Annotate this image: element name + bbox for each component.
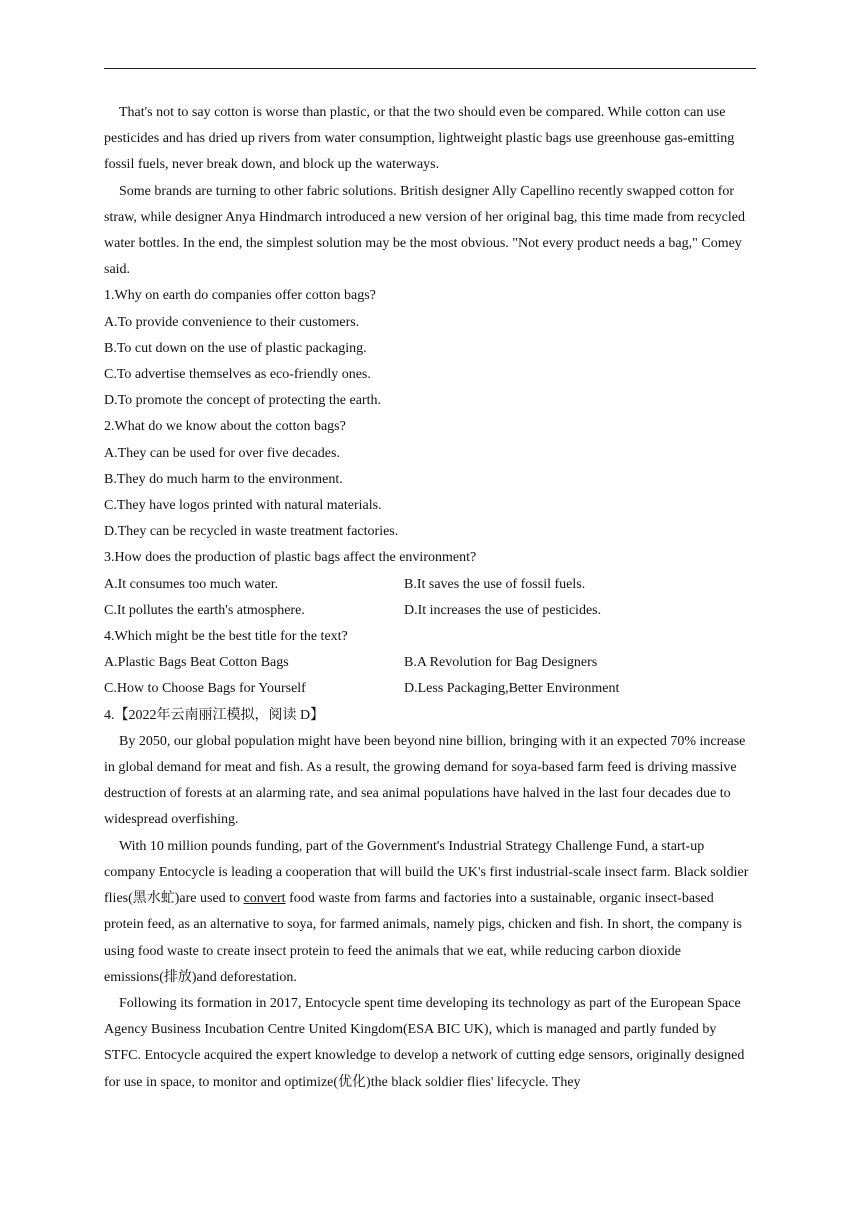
option: C.How to Choose Bags for Yourself [104, 681, 306, 697]
passage-paragraph: Some brands are turning to other fabric solutions. British designer Ally Capellino recently swapped cotton for straw, while designer Anya Hindmarch introduced a new version of her original bag, this time made from recycled water bottles. In the end, the simplest solution may be the most obvious. "Not every product needs a bag," Comey said. [104, 183, 745, 278]
option: B.They do much harm to the environment. [104, 471, 343, 487]
passage-paragraph [104, 834, 756, 991]
option-row [104, 572, 756, 598]
option: A.They can be used for over five decades. [104, 445, 340, 461]
option: D.Less Packaging,Better Environment [404, 681, 620, 697]
passage-paragraph: That's not to say cotton is worse than plastic, or that the two should even be compared. While cotton can use pesticides and has dried up rivers from water consumption, lightweight plastic bags use greenhouse gas-emitting fossil fuels, never break down, and block up the waterways. [104, 105, 735, 173]
option: C.It pollutes the earth's atmosphere. [104, 602, 305, 618]
document-body [104, 100, 756, 1096]
option: D.To promote the concept of protecting the earth. [104, 393, 381, 409]
option: B.To cut down on the use of plastic packaging. [104, 340, 367, 356]
option: A.It consumes too much water. [104, 576, 279, 592]
option-row [104, 650, 756, 676]
option: D.They can be recycled in waste treatment factories. [104, 524, 399, 540]
passage-text: With 10 million pounds funding, part of the Government's Industrial Strategy Challenge Fund, a start-up company Entocycle is leading a cooperation that will build the UK's first industrial-scale insect farm. Black soldier flies(黑水虻)are used to [104, 838, 749, 907]
option-row [104, 598, 756, 624]
passage-text: food waste from farms and factories into a sustainable, organic insect-based protein feed, as an alternative to soya, for farmed animals, namely pigs, chicken and fish. In short, the company is using food waste to create insect protein to feed the animals that we eat, while reducing carbon dioxide emissions(排放)and deforestation. [104, 891, 742, 985]
option: A.Plastic Bags Beat Cotton Bags [104, 655, 289, 671]
option: A.To provide convenience to their customers. [104, 314, 360, 330]
question-stem: 4.Which might be the best title for the text? [104, 629, 348, 645]
option: B.It saves the use of fossil fuels. [404, 576, 586, 592]
question-stem: 1.Why on earth do companies offer cotton bags? [104, 288, 376, 304]
option: B.A Revolution for Bag Designers [404, 655, 598, 671]
option: D.It increases the use of pesticides. [404, 602, 602, 618]
section-heading: 4.【2022年云南丽江模拟，阅读 D】 [104, 707, 325, 723]
option: C.To advertise themselves as eco-friendly ones. [104, 367, 371, 383]
option: C.They have logos printed with natural materials. [104, 498, 382, 514]
passage-paragraph: By 2050, our global population might have been beyond nine billion, bringing with it an expected 70% increase in global demand for meat and fish. As a result, the growing demand for soya-based farm feed is driving massive destruction of forests at an alarming rate, and sea animal populations have halved in the last four decades due to widespread overfishing. [104, 733, 746, 828]
question-stem: 3.How does the production of plastic bags affect the environment? [104, 550, 477, 566]
option-row [104, 676, 756, 702]
underlined-word: convert [243, 891, 286, 907]
passage-paragraph: Following its formation in 2017, Entocycle spent time developing its technology as part of the European Space Agency Business Incubation Centre United Kingdom(ESA BIC UK), which is managed and partly funded by STFC. Entocycle acquired the expert knowledge to develop a network of cutting edge sensors, originally designed for use in space, to monitor and optimize(优化)the black soldier flies' lifecycle. They [104, 995, 745, 1090]
header-rule [104, 68, 756, 69]
question-stem: 2.What do we know about the cotton bags? [104, 419, 346, 435]
